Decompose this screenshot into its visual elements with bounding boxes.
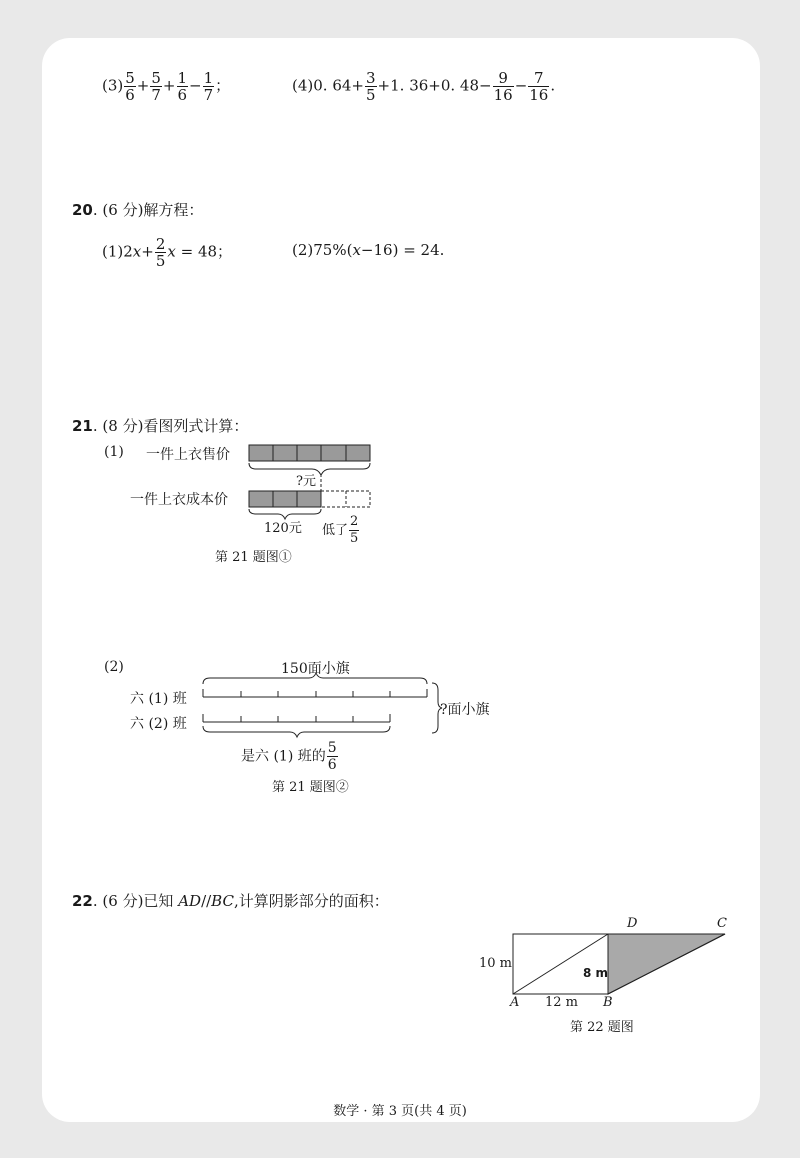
page-footer: 数学 · 第 3 页(共 4 页) — [333, 1104, 467, 1119]
class2-label: 六 (2) 班 — [130, 716, 187, 732]
fraction: $\frac{1}{7}$ — [203, 69, 214, 104]
q19-part4: (4)0. 64+ $\frac{3}{5}$ +1. 36+0. 48− $\frac{9}{16}$ − $\frac{7}{16}$ . — [292, 69, 556, 104]
cost-brace-label: 120元 — [264, 521, 302, 536]
question-number: 20 — [72, 201, 93, 219]
fraction: $\frac{3}{5}$ — [366, 69, 376, 104]
fraction: $\frac{2}{5}$ — [155, 235, 166, 270]
q22-header: 22. (6 分)已知 AD//BC,计算阴影部分的面积： — [72, 892, 389, 910]
fraction: $\frac{1}{6}$ — [177, 69, 188, 104]
figure-caption: 第 22 题图 — [570, 1020, 634, 1035]
q19-part3: (3) $\frac{5}{6}$ + $\frac{5}{7}$ + $\frac{1}{6}$ − $\frac{1}{7}$ ； — [102, 69, 231, 104]
point-a-label: A — [510, 995, 520, 1010]
figure-caption: 第 21 题图② — [272, 780, 349, 795]
point-c-label: C — [717, 916, 727, 931]
width-12m-label: 12 m — [545, 995, 579, 1010]
fraction: $\frac{5}{7}$ — [151, 69, 161, 104]
figure-caption: 第 21 题图① — [215, 550, 292, 565]
total-flags-label: 150面小旗 — [281, 661, 350, 677]
question-number: 22 — [72, 892, 93, 910]
question-number: 21 — [72, 417, 93, 435]
q20-part2: (2)75%(x−16) = 24. — [292, 241, 445, 259]
selling-price-label: 一件上衣售价 — [146, 447, 230, 463]
height-8m-label: 8 m — [583, 966, 609, 980]
q20-header: 20. (6 分)解方程： — [72, 201, 204, 219]
fraction: $\frac{9}{16}$ — [493, 69, 513, 104]
class1-label: 六 (1) 班 — [130, 691, 187, 707]
q20-part1: (1)2x+ $\frac{2}{5}$ x = 48； — [102, 235, 233, 270]
fraction: $\frac{5}{6}$ — [125, 69, 135, 104]
q21-header: 21. (8 分)看图列式计算： — [72, 417, 249, 435]
diagonal — [513, 934, 608, 994]
point-b-label: B — [603, 995, 613, 1010]
fraction: $\frac{2}{5}$ — [350, 514, 359, 546]
fraction: $\frac{7}{16}$ — [529, 69, 549, 104]
lower-by-label: 低了 $\frac{2}{5}$ — [322, 514, 359, 546]
unknown-flags-label: ?面小旗 — [440, 702, 490, 718]
cost-price-label: 一件上衣成本价 — [130, 492, 228, 508]
ratio-label: 是六 (1) 班的 $\frac{5}{6}$ — [241, 740, 337, 773]
fraction: $\frac{5}{6}$ — [327, 740, 337, 773]
point-d-label: D — [627, 916, 638, 931]
unknown-amount-label: ?元 — [296, 474, 316, 489]
q21-part1-label: (1) — [104, 444, 124, 460]
q21-part2-label: (2) — [104, 659, 124, 675]
height-10m-label: 10 m — [479, 956, 513, 971]
